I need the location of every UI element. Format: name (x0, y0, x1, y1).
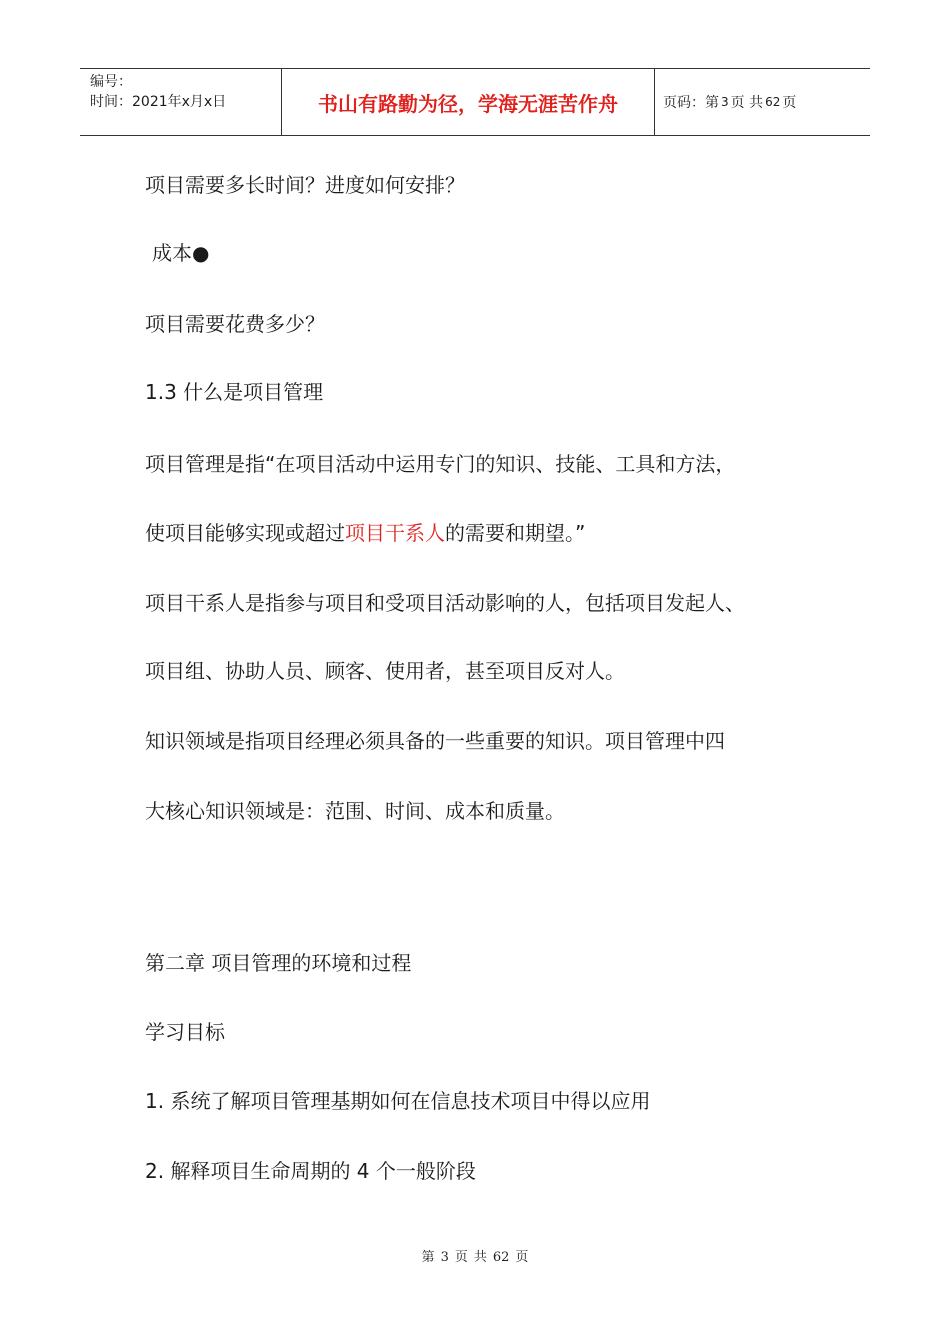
body-line: 项目干系人是指参与项目和受项目活动影响的人，包括项目发起人、 (145, 591, 745, 615)
chapter-heading: 第二章 项目管理的环境和过程 (145, 951, 412, 975)
body-line (145, 519, 585, 547)
page-footer (0, 1246, 950, 1265)
body-line: 大核心知识领域是：范围、时间、成本和质量。 (145, 799, 565, 823)
body-line: 项目管理是指“在项目活动中运用专门的知识、技能、工具和方法， (145, 452, 736, 476)
page-number: 3 (721, 95, 729, 109)
body-line: 项目组、协助人员、顾客、使用者，甚至项目反对人。 (145, 659, 625, 683)
number-label: 编号： (90, 74, 132, 90)
header-divider (654, 69, 655, 135)
footer-text: 页 (515, 1250, 529, 1265)
highlighted-term: 项目干系人 (345, 521, 445, 545)
header-page-info (663, 69, 796, 135)
footer-text: 共 (473, 1250, 487, 1265)
section-heading: 1.3 什么是项目管理 (145, 380, 324, 404)
list-item: 1. 系统了解项目管理基期如何在信息技术项目中得以应用 (145, 1089, 651, 1113)
body-line: 学习目标 (145, 1020, 225, 1044)
body-line: 项目需要花费多少？ (145, 312, 325, 336)
list-item: 2. 解释项目生命周期的 4 个一般阶段 (145, 1159, 476, 1183)
header-info (90, 72, 226, 112)
header-motto: 书山有路勤为径，学海无涯苦作舟 (318, 91, 618, 116)
time-label: 时间：2021年x月x日 (90, 94, 227, 110)
page-header (80, 68, 870, 136)
body-text: 使项目能够实现或超过 (145, 521, 345, 545)
page-prefix: 页码：第 (663, 95, 719, 111)
footer-text: 第 (421, 1250, 435, 1265)
body-line: 项目需要多长时间？进度如何安排？ (145, 173, 465, 197)
body-text: 的需要和期望。” (445, 521, 586, 545)
footer-page-total: 62 (492, 1250, 510, 1265)
page-mid: 页 共 (730, 95, 764, 111)
body-line: 成本● (152, 241, 210, 265)
page-suffix: 页 (782, 95, 797, 111)
body-line: 知识领域是指项目经理必须具备的一些重要的知识。项目管理中四 (145, 729, 725, 753)
footer-text: 页 (454, 1250, 468, 1265)
page-total: 62 (765, 95, 781, 109)
footer-page-number: 3 (440, 1250, 449, 1265)
